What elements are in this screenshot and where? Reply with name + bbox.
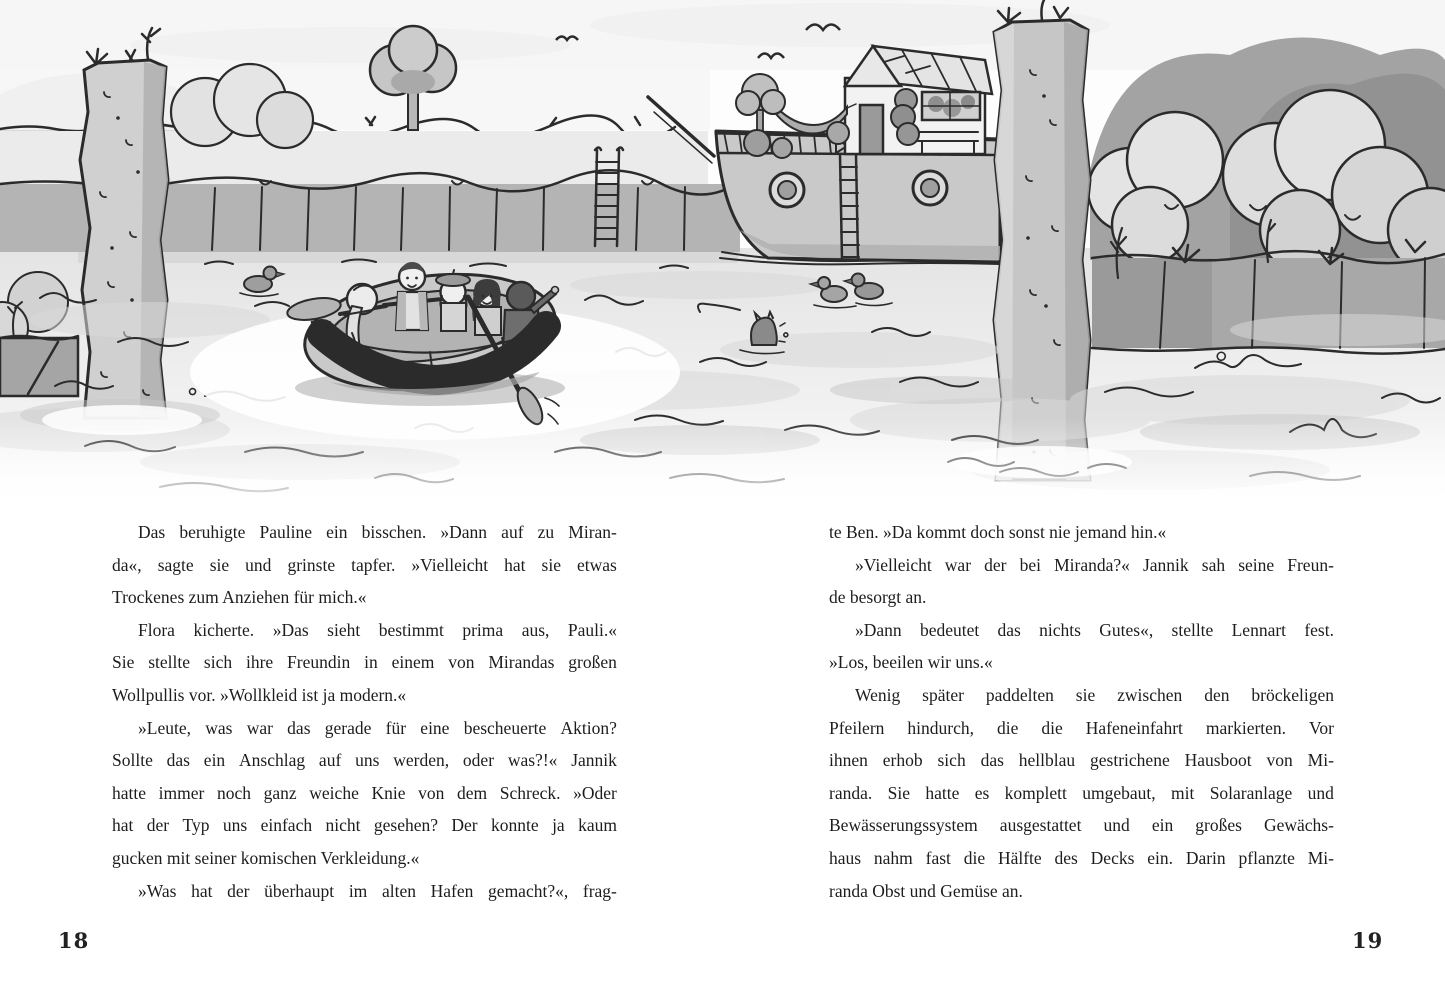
text-line: de besorgt an. <box>829 587 927 608</box>
child-boy <box>396 262 428 330</box>
text-line: »Was hat der überhaupt im alten Hafen gemacht?«, frag- <box>138 880 617 901</box>
text-line: Pfeilern hindurch, die die Hafeneinfahrt markierten. Vor <box>829 717 1334 738</box>
text-line: Sollte das ein Anschlag auf uns werden, oder was?!« Jannik <box>112 750 617 771</box>
text-line: gucken mit seiner komischen Verkleidung.« <box>112 847 420 868</box>
text-line: te Ben. »Da kommt doch sonst nie jemand hin.« <box>829 522 1167 542</box>
porthole-left <box>770 173 804 207</box>
text-line: Wenig später paddelten sie zwischen den bröckeligen <box>855 684 1334 705</box>
left-page-text-column <box>112 516 617 907</box>
text-line: »Vielleicht war der bei Miranda?« Jannik sah seine Freun- <box>855 554 1334 575</box>
text-line: Wollpullis vor. »Wollkleid ist ja modern.« <box>112 684 407 705</box>
text-line: Das beruhigte Pauline ein bisschen. »Dann auf zu Miran- <box>138 522 617 542</box>
text-line: »Los, beeilen wir uns.« <box>829 652 993 673</box>
text-line: Flora kicherte. »Das sieht bestimmt prima aus, Pauli.« <box>138 619 617 640</box>
left-harbor-pillar <box>80 28 168 418</box>
text-line: Bewässerungssystem ausgestattet und ein großes Gewächs- <box>829 815 1334 836</box>
porthole-right <box>913 171 947 205</box>
text-line: da«, sagte sie und grinste tapfer. »Vielleicht hat sie etwas <box>112 554 617 575</box>
right-page-text-column <box>829 516 1334 907</box>
right-foliage-and-wall <box>1088 38 1445 354</box>
text-line: hat der Typ uns einfach nicht gesehen? Der konnte ja kaum <box>112 815 617 836</box>
text-line: »Dann bedeutet das nichts Gutes«, stellte Lennart fest. <box>855 619 1334 640</box>
text-line: Trockenes zum Anziehen für mich.« <box>112 587 367 608</box>
illustration-fade <box>0 418 1445 510</box>
text-line: ihnen erhob sich das hellblau gestrichene Hausboot von Mi- <box>829 750 1334 771</box>
page-number-left: 18 <box>58 928 90 953</box>
text-line: hatte immer noch ganz weiche Knie von dem Schreck. »Oder <box>112 782 617 803</box>
text-line: Sie stellte sich ihre Freundin in einem von Mirandas großen <box>112 652 617 673</box>
text-line: randa Obst und Gemüse an. <box>829 880 1023 901</box>
text-line: randa. Sie hatte es komplett umgebaut, mit Solaranlage und <box>829 782 1334 803</box>
child-beret-kid <box>436 270 470 331</box>
text-line: haus nahm fast die Hälfte des Decks ein. Darin pflanzte Mi- <box>829 847 1334 868</box>
page-number-right: 19 <box>1352 928 1384 953</box>
text-line: »Leute, was war das gerade für eine bescheuerte Aktion? <box>138 717 617 738</box>
